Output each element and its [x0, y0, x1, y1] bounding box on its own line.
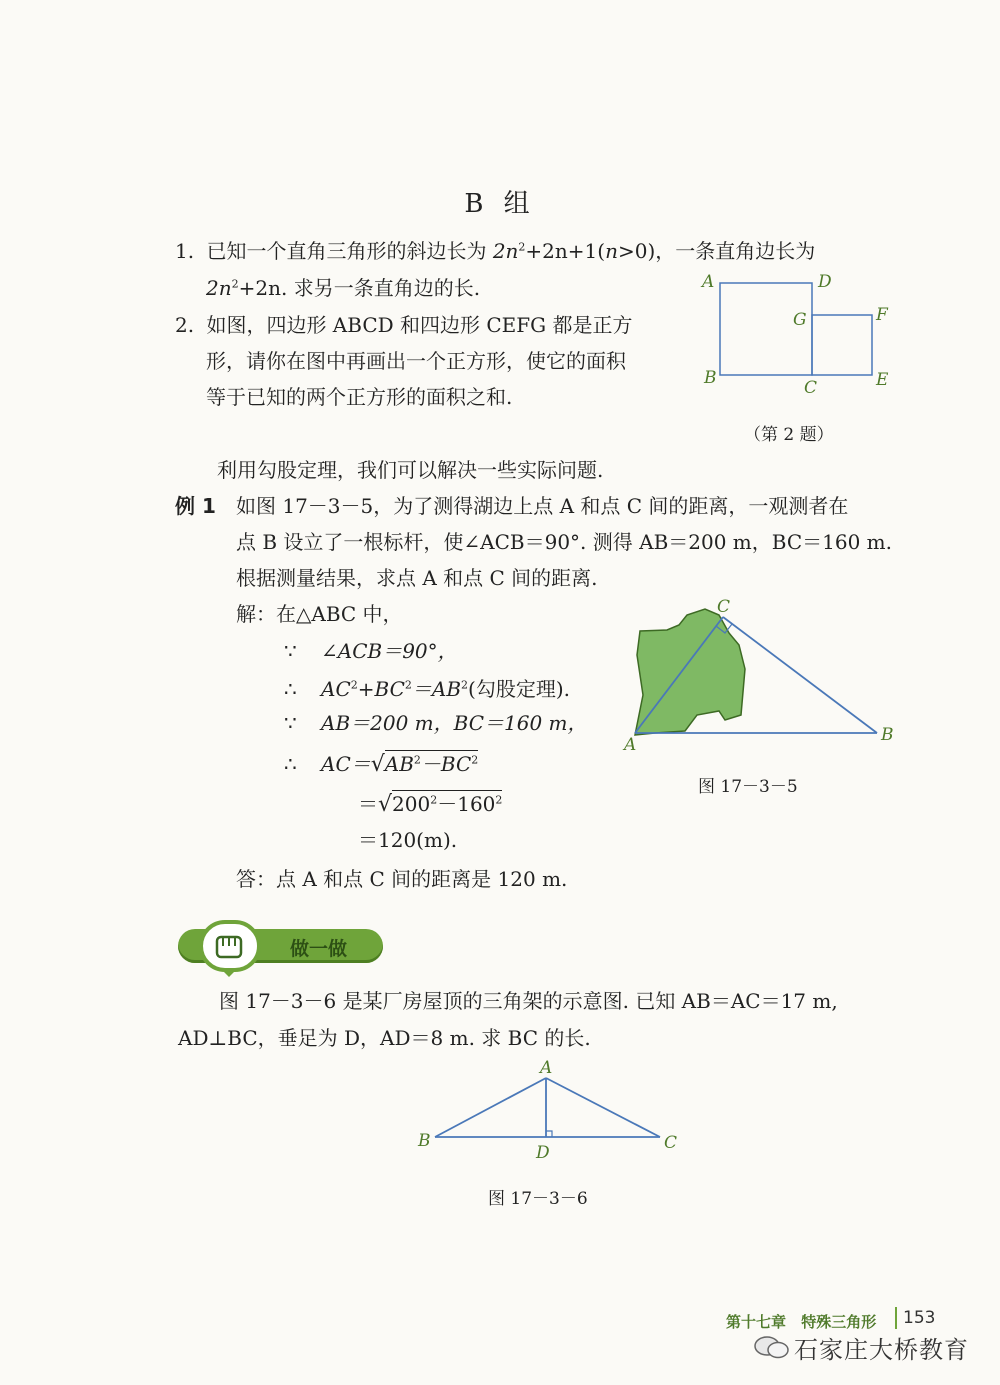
solution-intro: 解：在△ABC 中， — [236, 602, 403, 626]
step-4: $AC=√AB^2-BC^2$ — [321, 752, 479, 777]
wechat-icon — [752, 1334, 792, 1360]
activity-line1: 图 17－3－6 是某厂房屋顶的三角架的示意图. 已知 AB＝AC＝17 m, — [219, 989, 838, 1013]
section-title: B 组 — [464, 189, 536, 219]
problem-1: 1. 已知一个直角三角形的斜边长为 $2n^2+2n+1(n>0)$，一条直角边长为 — [175, 239, 816, 263]
step-5: $=√200^2-160^2$ — [358, 792, 503, 817]
step-6: ＝120(m). — [358, 828, 458, 852]
figure-6-caption: 图 17－3－6 — [488, 1189, 588, 1209]
label-B: B — [881, 725, 894, 745]
label-B2: B — [418, 1131, 431, 1151]
page-number: 153 — [903, 1308, 936, 1328]
problem-2-line2: 形，请你在图中再画出一个正方形，使它的面积 — [206, 349, 626, 373]
label-G: G — [793, 310, 807, 330]
footer-divider — [895, 1307, 897, 1329]
label-C2: C — [664, 1133, 678, 1153]
label-C: C — [804, 378, 818, 398]
segment-ac2 — [546, 1078, 660, 1137]
label-E: E — [876, 370, 889, 390]
problem-1-line2: $2n^2+2n$. 求另一条直角边的长. — [206, 276, 481, 300]
watermark-text: 石家庄大桥教育 — [794, 1336, 969, 1364]
example-line2: 点 B 设立了一根标杆，使∠ACB＝90°. 测得 AB＝200 m，BC＝160 m. — [236, 530, 892, 554]
because-symbol-2: ∵ — [284, 711, 297, 735]
example-line3: 根据测量结果，求点 A 和点 C 间的距离. — [236, 566, 598, 590]
segment-ab2 — [435, 1078, 546, 1137]
therefore-symbol-2: ∴ — [284, 752, 297, 776]
figure-5-caption: 图 17－3－5 — [698, 777, 798, 797]
label-A: A — [624, 735, 637, 755]
figure-17-3-6 — [410, 1055, 690, 1165]
intro-text: 利用勾股定理，我们可以解决一些实际问题. — [217, 458, 604, 482]
example-label: 例 1 — [175, 494, 216, 518]
figure-squares — [690, 265, 910, 445]
label-D2: D — [536, 1143, 550, 1163]
label-A2: A — [540, 1058, 553, 1078]
label-D: D — [818, 272, 832, 292]
because-symbol: ∵ — [284, 639, 297, 663]
footer-chapter: 第十七章 特殊三角形 — [726, 1313, 877, 1331]
segment-cb — [723, 617, 877, 733]
label-B: B — [704, 368, 717, 388]
problem-2-line3: 等于已知的两个正方形的面积之和. — [206, 385, 513, 409]
banner-pointer — [222, 970, 236, 977]
step-1: ∠ACB＝90°， — [321, 639, 458, 663]
activity-line2: AD⊥BC，垂足为 D，AD＝8 m. 求 BC 的长. — [178, 1026, 591, 1050]
label-C: C — [717, 597, 731, 617]
figure-17-3-5 — [615, 595, 905, 755]
activity-title: 做一做 — [290, 938, 348, 960]
step-3: AB＝200 m，BC＝160 m， — [321, 711, 588, 735]
right-angle-mark-d — [546, 1131, 552, 1137]
label-A: A — [702, 272, 715, 292]
answer: 答：点 A 和点 C 间的距离是 120 m. — [236, 867, 568, 891]
square-cefg — [812, 315, 872, 375]
therefore-symbol: ∴ — [284, 677, 297, 701]
step-2: $AC^2+BC^2=AB^2$(勾股定理). — [321, 677, 570, 701]
hand-icon — [199, 920, 261, 972]
problem-2: 2. 如图，四边形 ABCD 和四边形 CEFG 都是正方 — [175, 313, 633, 337]
example-line1: 如图 17－3－5，为了测得湖边上点 A 和点 C 间的距离，一观测者在 — [236, 494, 849, 518]
label-F: F — [876, 305, 888, 325]
figure-2-caption: （第 2 题） — [744, 425, 834, 445]
